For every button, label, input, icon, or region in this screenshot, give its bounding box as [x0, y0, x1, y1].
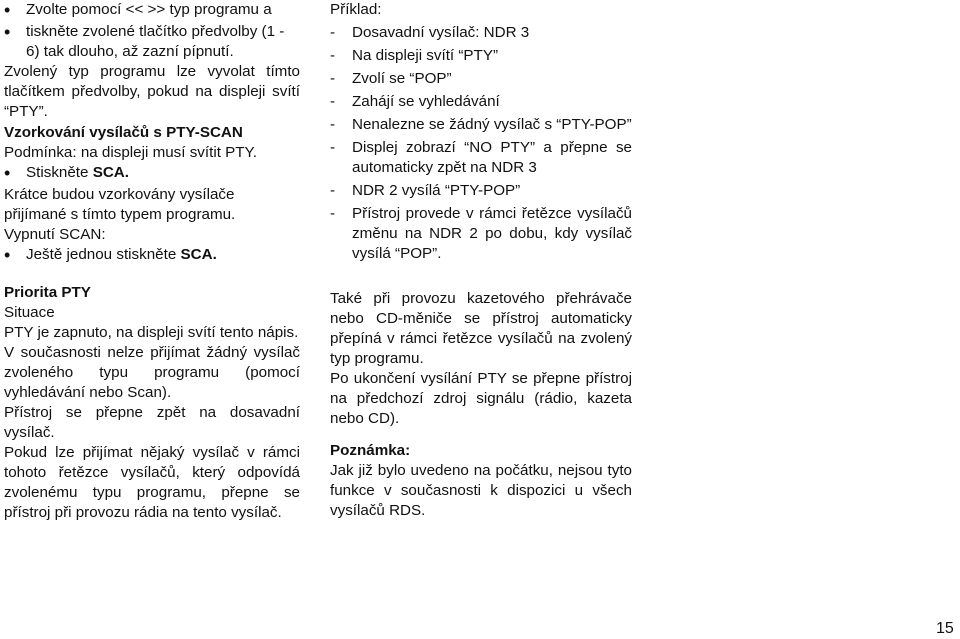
intro-bullet-1 [4, 0, 300, 22]
priority-heading: Priorita PTY [4, 284, 91, 301]
scan-again-key: SCA. [180, 246, 217, 263]
dash-mark: - [330, 116, 336, 133]
note-text: Jak již bylo uvedeno na počátku, nejsou tyto funkce v současnosti k dispozici u všech vysílačů RDS. [330, 462, 632, 519]
scan-off-label: Vypnutí SCAN: [4, 226, 106, 243]
page-number: 15 [936, 620, 954, 637]
dash-mark: - [330, 182, 336, 199]
priority-section [4, 283, 300, 523]
intro-section [4, 0, 300, 122]
priority-p1: PTY je zapnuto, na displeji svítí tento nápis. [4, 324, 299, 341]
note-label: Poznámka: [330, 442, 411, 459]
scan-section [4, 123, 300, 267]
scan-press-bullet [4, 163, 300, 185]
dash-mark: - [330, 93, 336, 110]
example-step [330, 69, 632, 89]
example-step [330, 46, 632, 66]
step-text: Zvolí se “POP” [352, 70, 452, 87]
bullet-icon [4, 163, 26, 185]
step-text: Nenalezne se žádný vysílač s “PTY-POP” [352, 116, 632, 133]
dash-mark: - [330, 139, 336, 156]
cassette-text: Také při provozu kazetového přehrávače nebo CD-měniče se přístroj automaticky přepíná v rámci řetězce vysílačů na zvolený typ programu. [330, 290, 632, 367]
example-step [330, 92, 632, 112]
dash-mark: - [330, 70, 336, 87]
step-text: Dosavadní vysílač: NDR 3 [352, 24, 530, 41]
scan-info: Krátce budou vzorkovány vysílače přijímané s tímto typem programu. [4, 186, 236, 223]
dash-mark: - [330, 205, 336, 222]
priority-p2: V současnosti nelze přijímat žádný vysílač zvoleného typu programu (pomocí vyhledávání nebo Scan). [4, 344, 300, 401]
scan-heading: Vzorkování vysílačů s PTY-SCAN [4, 124, 243, 141]
step-text: Zahájí se vyhledávání [352, 93, 500, 110]
scan-key: SCA. [92, 164, 129, 181]
priority-situation: Situace [4, 304, 55, 321]
step-text: Displej zobrazí “NO PTY” a přepne se automaticky zpět na NDR 3 [352, 139, 632, 176]
example-step [330, 204, 632, 264]
step-text: Přístroj provede v rámci řetězce vysílačů změnu na NDR 2 po dobu, kdy vysílač vysílá “POP”. [352, 205, 632, 262]
intro-bullet-2 [4, 22, 300, 62]
example-section [330, 0, 632, 264]
scan-again-bullet [4, 245, 300, 267]
priority-p3: Přístroj se přepne zpět na dosavadní vysílač. [4, 404, 300, 441]
intro-bullet-2-text: tiskněte zvolené tlačítko předvolby (1 - 6) tak dlouho, až zazní pípnutí. [26, 23, 285, 60]
intro-bullet-1-text: Zvolte pomocí << >> typ programu a [26, 1, 272, 18]
bullet-icon [4, 245, 26, 267]
bullet-icon [4, 22, 26, 62]
scan-condition: Podmínka: na displeji musí svítit PTY. [4, 144, 257, 161]
scan-press-line [26, 163, 129, 185]
scan-press-text: Stiskněte [26, 164, 93, 181]
step-text: NDR 2 vysílá “PTY-POP” [352, 182, 521, 199]
cassette-section [330, 289, 632, 429]
example-step [330, 138, 632, 178]
scan-again-line [26, 245, 217, 267]
note-section [330, 441, 632, 521]
scan-again-text: Ještě jednou stiskněte [26, 246, 181, 263]
intro-text: Zvolený typ programu lze vyvolat tímto tlačítkem předvolby, pokud na displeji svítí “PTY”. [4, 63, 300, 120]
end-pty-text: Po ukončení vysílání PTY se přepne přístroj na předchozí zdroj signálu (rádio, kazeta nebo CD). [330, 370, 632, 427]
example-label: Příklad: [330, 1, 382, 18]
bullet-icon [4, 0, 26, 22]
example-step [330, 181, 632, 201]
dash-mark: - [330, 47, 336, 64]
dash-mark: - [330, 24, 336, 41]
example-step [330, 115, 632, 135]
step-text: Na displeji svítí “PTY” [352, 47, 499, 64]
priority-p4: Pokud lze přijímat nějaký vysílač v rámci tohoto řetězce vysílačů, který odpovídá zvolenému typu programu, přepne se přístroj při provozu rádia na tento vysílač. [4, 444, 300, 521]
example-step [330, 23, 632, 43]
